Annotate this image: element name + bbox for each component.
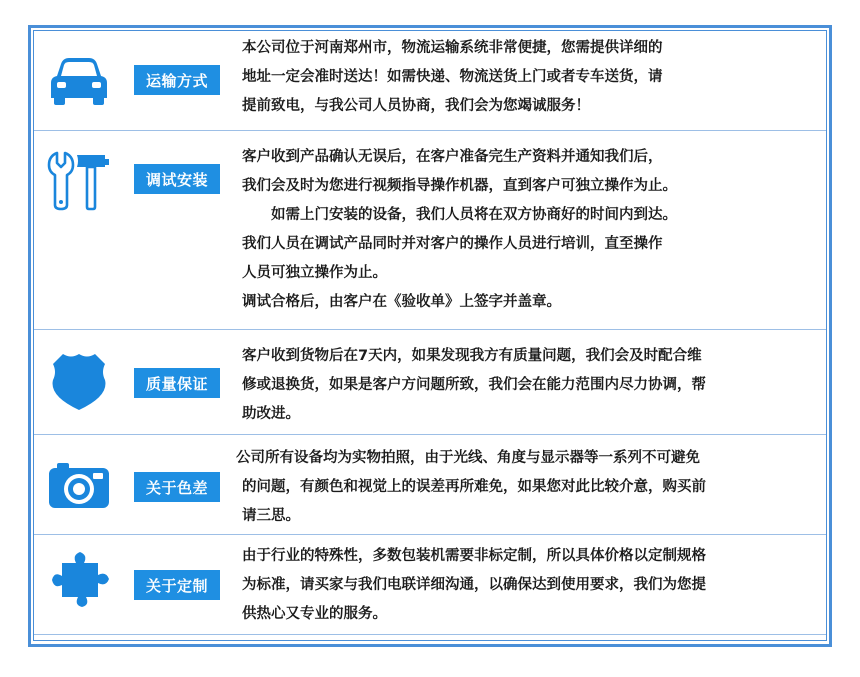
text-line: 调试合格后，由客户在《验收单》上签字并盖章。: [242, 294, 561, 310]
text-line: 的问题，有颜色和视觉上的误差再所难免，如果您对此比较介意，购买前: [242, 479, 706, 495]
section-shipping: [34, 31, 826, 131]
text-line: 为标准，请买家与我们电联详细沟通，以确保达到使用要求，我们为您提: [242, 577, 706, 593]
section-text: [242, 542, 792, 629]
section-text: [242, 143, 792, 317]
section-quality: [34, 330, 826, 435]
car-icon: [44, 51, 114, 111]
text-line: 修或退换货，如果是客户方问题所致，我们会在能力范围内尽力协调，帮: [242, 377, 706, 393]
text-line: 地址一定会准时送达！如需快递、物流送货上门或者专车送货，请: [242, 69, 663, 85]
section-label: 质量保证: [134, 368, 220, 398]
camera-icon: [44, 455, 114, 515]
text-line: 人员可独立操作为止。: [242, 265, 387, 281]
text-line: 我们会及时为您进行视频指导操作机器，直到客户可独立操作为止。: [242, 178, 677, 194]
text-line: 公司所有设备均为实物拍照，由于光线、角度与显示器等一系列不可避免: [236, 450, 700, 466]
section-installation: [34, 131, 826, 330]
text-line: 我们人员在调试产品同时并对客户的操作人员进行培训，直至操作: [242, 236, 663, 252]
text-line: 客户收到货物后在7天内，如果发现我方有质量问题，我们会及时配合维: [242, 348, 702, 364]
text-line: 由于行业的特殊性，多数包装机需要非标定制，所以具体价格以定制规格: [242, 548, 706, 564]
text-line: 客户收到产品确认无误后，在客户准备完生产资料并通知我们后，: [242, 149, 663, 165]
section-label: 关于色差: [134, 472, 220, 502]
text-line: 如需上门安装的设备，我们人员将在双方协商好的时间内到达。: [242, 207, 677, 223]
tools-icon: [44, 151, 114, 211]
section-text: [242, 342, 792, 429]
text-line: 助改进。: [242, 406, 300, 422]
section-customization: [34, 535, 826, 635]
puzzle-icon: [44, 549, 114, 609]
section-text: [242, 34, 792, 121]
text-line: 供热心又专业的服务。: [242, 606, 387, 622]
section-text: [236, 444, 786, 531]
section-label: 调试安装: [134, 164, 220, 194]
shield-icon: [44, 352, 114, 412]
text-line: 请三思。: [242, 508, 300, 524]
section-label: 运输方式: [134, 65, 220, 95]
text-line: 本公司位于河南郑州市，物流运输系统非常便捷，您需提供详细的: [242, 40, 663, 56]
section-label: 关于定制: [134, 570, 220, 600]
text-line: 提前致电，与我公司人员协商，我们会为您竭诚服务！: [242, 98, 590, 114]
section-color-difference: [34, 435, 826, 535]
